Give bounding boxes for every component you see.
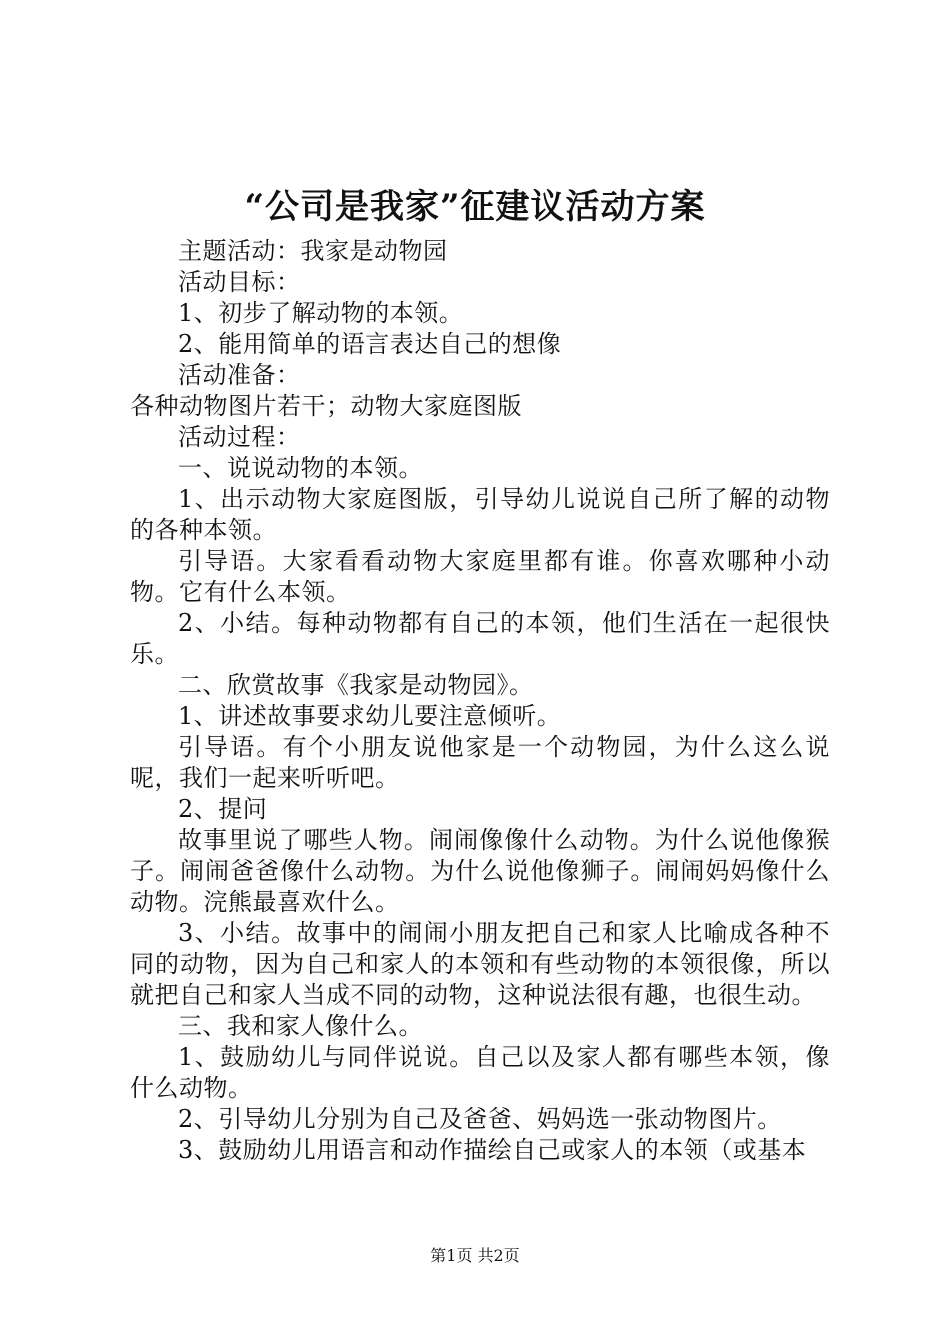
paragraph: 各种动物图片若干；动物大家庭图版 xyxy=(130,392,522,420)
paragraph: 1、出示动物大家庭图版，引导幼儿说说自己所了解的动物的各种本领。 xyxy=(130,485,830,544)
paragraph: 3、小结。故事中的闹闹小朋友把自己和家人比喻成各种不同的动物，因为自己和家人的本领和有些动物的本领很像，所以就把自己和家人当成不同的动物，这种说法很有趣，也很生动。 xyxy=(130,919,830,1009)
paragraph: 2、提问 xyxy=(178,795,268,823)
document-title: “公司是我家”征建议活动方案 xyxy=(244,187,706,227)
paragraph: 1、讲述故事要求幼儿要注意倾听。 xyxy=(178,702,562,730)
paragraph: 1、鼓励幼儿与同伴说说。自己以及家人都有哪些本领，像什么动物。 xyxy=(130,1043,830,1102)
paragraph: 二、欣赏故事《我家是动物园》。 xyxy=(178,671,534,699)
paragraph: 2、引导幼儿分别为自己及爸爸、妈妈选一张动物图片。 xyxy=(178,1105,782,1133)
paragraph: 活动目标： xyxy=(178,268,301,296)
paragraph: 1、初步了解动物的本领。 xyxy=(178,299,464,327)
paragraph: 三、我和家人像什么。 xyxy=(178,1012,423,1040)
paragraph: 引导语。大家看看动物大家庭里都有谁。你喜欢哪种小动物。它有什么本领。 xyxy=(130,547,830,606)
paragraph: 一、说说动物的本领。 xyxy=(178,454,423,482)
paragraph: 2、小结。每种动物都有自己的本领，他们生活在一起很快乐。 xyxy=(130,609,830,668)
paragraph: 故事里说了哪些人物。闹闹像像什么动物。为什么说他像猴子。闹闹爸爸像什么动物。为什么说他像狮子。闹闹妈妈像什么动物。浣熊最喜欢什么。 xyxy=(130,826,830,916)
paragraph: 引导语。有个小朋友说他家是一个动物园，为什么这么说呢，我们一起来听听吧。 xyxy=(130,733,830,792)
page-number-footer: 第1页 共2页 xyxy=(430,1246,520,1265)
document-body xyxy=(130,236,830,1166)
paragraph: 3、鼓励幼儿用语言和动作描绘自己或家人的本领（或基本 xyxy=(178,1136,807,1164)
paragraph: 活动过程： xyxy=(178,423,301,451)
paragraph: 主题活动：我家是动物园 xyxy=(178,237,448,265)
paragraph: 活动准备： xyxy=(178,361,301,389)
paragraph: 2、能用简单的语言表达自己的想像 xyxy=(178,330,562,358)
